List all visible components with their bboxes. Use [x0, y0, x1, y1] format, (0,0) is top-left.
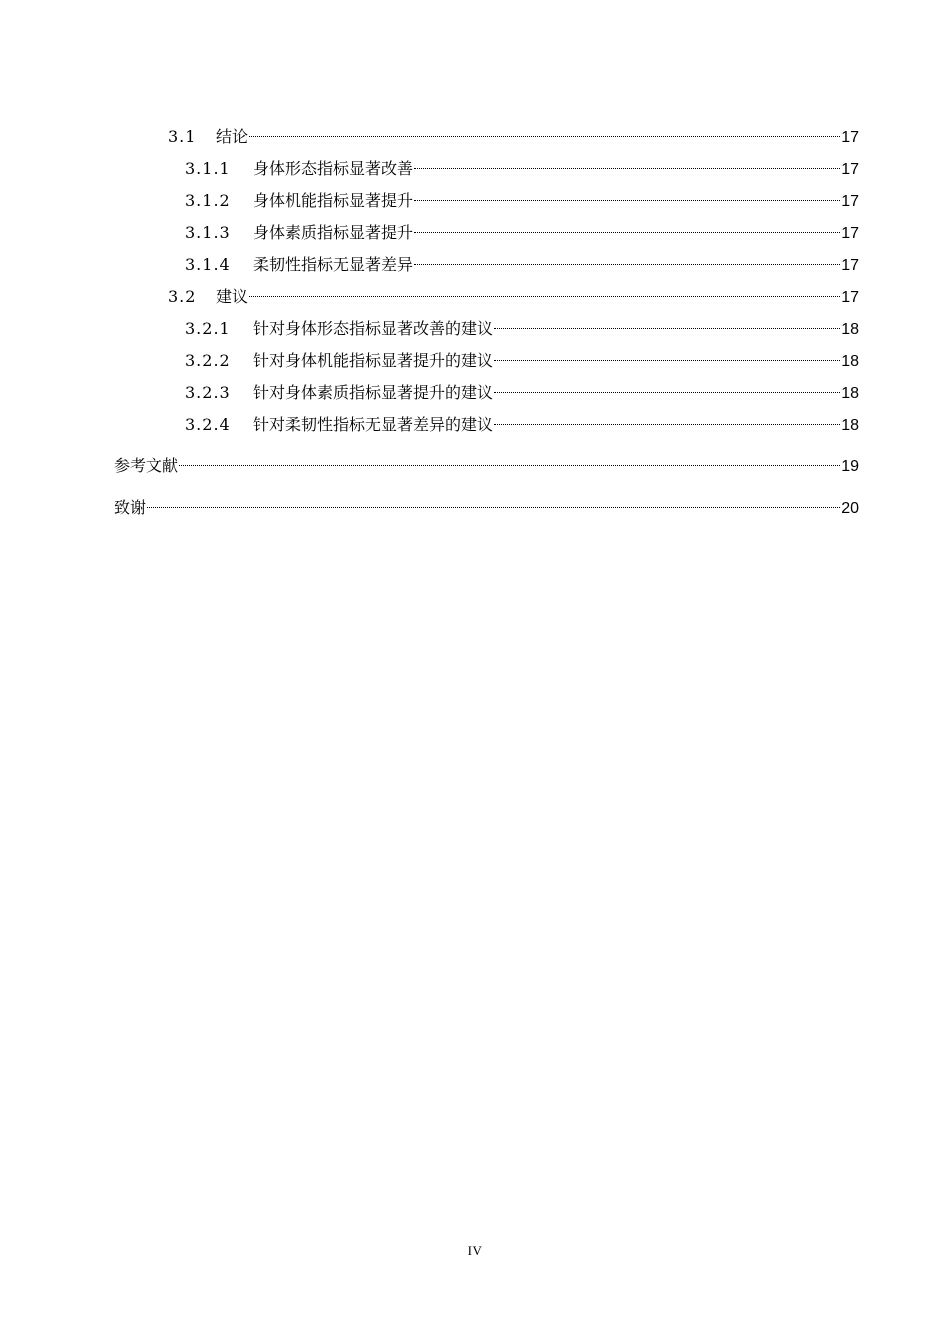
toc-entry-page: 17	[841, 129, 859, 146]
toc-entry[interactable]	[185, 342, 859, 370]
toc-entry-number: 3.2.3	[185, 383, 231, 402]
dot-leader	[414, 182, 840, 206]
toc-entry-number: 3.2.1	[185, 319, 231, 338]
toc-entry[interactable]	[185, 246, 859, 274]
toc-entry-title: 针对柔韧性指标无显著差异的建议	[253, 415, 494, 434]
toc-entry-number: 3.1.2	[185, 191, 231, 210]
dot-leader	[414, 150, 840, 174]
toc-entry-references[interactable]	[114, 447, 859, 475]
dot-leader	[179, 447, 840, 471]
toc-entry-title: 致谢	[114, 498, 147, 517]
toc-entry-title: 建议	[216, 287, 249, 306]
toc-entry-title: 身体形态指标显著改善	[253, 159, 414, 178]
toc-entry-number: 3.2	[168, 287, 197, 306]
toc-entry[interactable]	[185, 310, 859, 338]
toc-entry-number: 3.1.4	[185, 255, 231, 274]
dot-leader	[249, 278, 840, 302]
toc-entry-page: 17	[841, 257, 859, 274]
toc-entry-number: 3.2.2	[185, 351, 231, 370]
toc-entry-number: 3.1.3	[185, 223, 231, 242]
dot-leader	[147, 489, 840, 513]
toc-entry-page: 20	[841, 500, 859, 517]
page-number-footer: IV	[467, 1243, 483, 1258]
toc-entry-number: 3.1	[168, 127, 197, 146]
toc-entry[interactable]	[185, 150, 859, 178]
toc-entry-title: 身体素质指标显著提升	[253, 223, 414, 242]
dot-leader	[249, 118, 840, 142]
toc-entry-title: 身体机能指标显著提升	[253, 191, 414, 210]
dot-leader	[494, 342, 840, 366]
toc-entry[interactable]	[185, 374, 859, 402]
toc-entry-title: 针对身体形态指标显著改善的建议	[253, 319, 494, 338]
toc-entry-page: 18	[841, 417, 859, 434]
toc-entry-title: 柔韧性指标无显著差异	[253, 255, 414, 274]
toc-entry[interactable]	[185, 182, 859, 210]
toc-entry-number: 3.1.1	[185, 159, 231, 178]
toc-entry-page: 18	[841, 385, 859, 402]
toc-entry-page: 18	[841, 353, 859, 370]
toc-entry-page: 17	[841, 225, 859, 242]
toc-entry-acknowledgements[interactable]	[114, 489, 859, 517]
toc-entry[interactable]	[168, 278, 859, 306]
dot-leader	[414, 214, 840, 238]
toc-entry[interactable]	[185, 406, 859, 434]
toc-entry-page: 17	[841, 289, 859, 306]
toc-entry[interactable]	[168, 118, 859, 146]
toc-entry-title: 结论	[216, 127, 249, 146]
toc-entry-title: 参考文献	[114, 456, 179, 475]
toc-entry-number: 3.2.4	[185, 415, 231, 434]
toc-entry-title: 针对身体素质指标显著提升的建议	[253, 383, 494, 402]
dot-leader	[414, 246, 840, 270]
toc-entry-page: 17	[841, 193, 859, 210]
toc-entry-page: 17	[841, 161, 859, 178]
dot-leader	[494, 374, 840, 398]
toc-entry-title: 针对身体机能指标显著提升的建议	[253, 351, 494, 370]
dot-leader	[494, 406, 840, 430]
toc-entry[interactable]	[185, 214, 859, 242]
dot-leader	[494, 310, 840, 334]
toc-entry-page: 19	[841, 458, 859, 475]
toc-entry-page: 18	[841, 321, 859, 338]
